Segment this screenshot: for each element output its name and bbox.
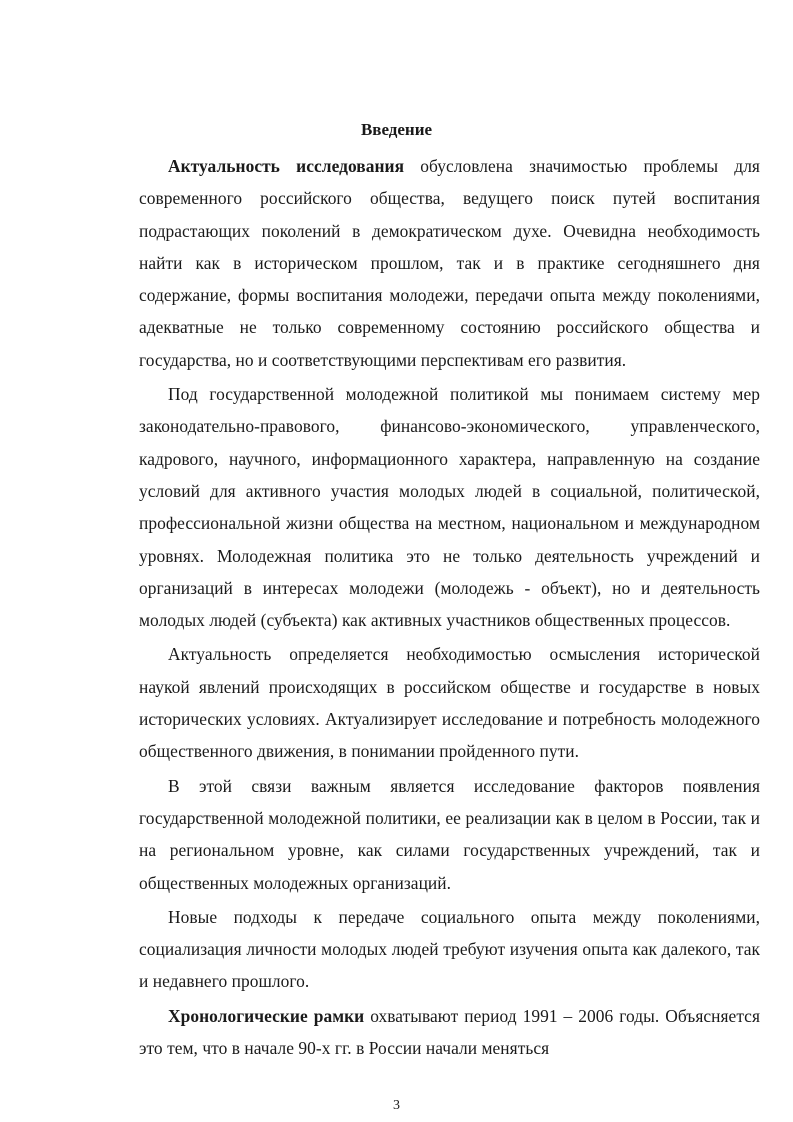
paragraph-relevance-determined — [139, 638, 760, 767]
paragraph-lead: Хронологические рамки — [168, 1005, 365, 1026]
page-title: Введение — [360, 120, 433, 139]
paragraph-policy-definition — [139, 378, 760, 636]
paragraph-text: Новые подходы к передаче социального опыта между поколениями, социализация личности молодых людей требуют изучения опыта как далекого, так и недавнего прошлого. — [139, 906, 760, 992]
paragraph-new-approaches — [139, 901, 760, 998]
paragraph-text: охватывают период 1991 – 2006 годы. Объясняется это тем, что в начале 90-х гг. в России начали меняться — [139, 1005, 760, 1059]
paragraph-research-factors — [139, 770, 760, 899]
paragraph-relevance — [139, 150, 760, 376]
document-body — [139, 150, 760, 1066]
paragraph-chronological-frame — [139, 1000, 760, 1065]
paragraph-text: Под государственной молодежной политикой мы понимаем систему мер законодательно-правового, финансово-экономического, управленческого, кадрового, научного, информационного характера, направленную на создание условий для активного участия молодых людей в социальной, политической, профессиональной жизни общества на местном, национальном и международном уровнях. Молодежная политика это не только деятельность учреждений и организаций в интересах молодежи (молодежь - объект), но и деятельность молодых людей (субъекта) как активных участников общественных процессов. — [139, 384, 760, 631]
paragraph-text: Актуальность определяется необходимостью осмысления исторической наукой явлений происходящих в российском обществе и государстве в новых исторических условиях. Актуализирует исследование и потребность молодежного общественного движения, в понимании пройденного пути. — [139, 644, 760, 762]
paragraph-lead: Актуальность исследования — [168, 156, 405, 176]
paragraph-text: обусловлена значимостью проблемы для современного российского общества, ведущего поиск путей воспитания подрастающих поколений в демократическом духе. Очевидна необходимость найти как в историческом прошлом, так и в практике сегодняшнего дня содержание, формы воспитания молодежи, передачи опыта между поколениями, адекватные не только современному состоянию российского общества и государства, но и соответствующими перспективам его развития. — [139, 156, 760, 370]
paragraph-text: В этой связи важным является исследование факторов появления государственной молодежной политики, ее реализации как в целом в России, так и на региональном уровне, как силами государственных учреждений, так и общественных молодежных организаций. — [139, 775, 760, 893]
page-number: 3 — [393, 1098, 400, 1113]
